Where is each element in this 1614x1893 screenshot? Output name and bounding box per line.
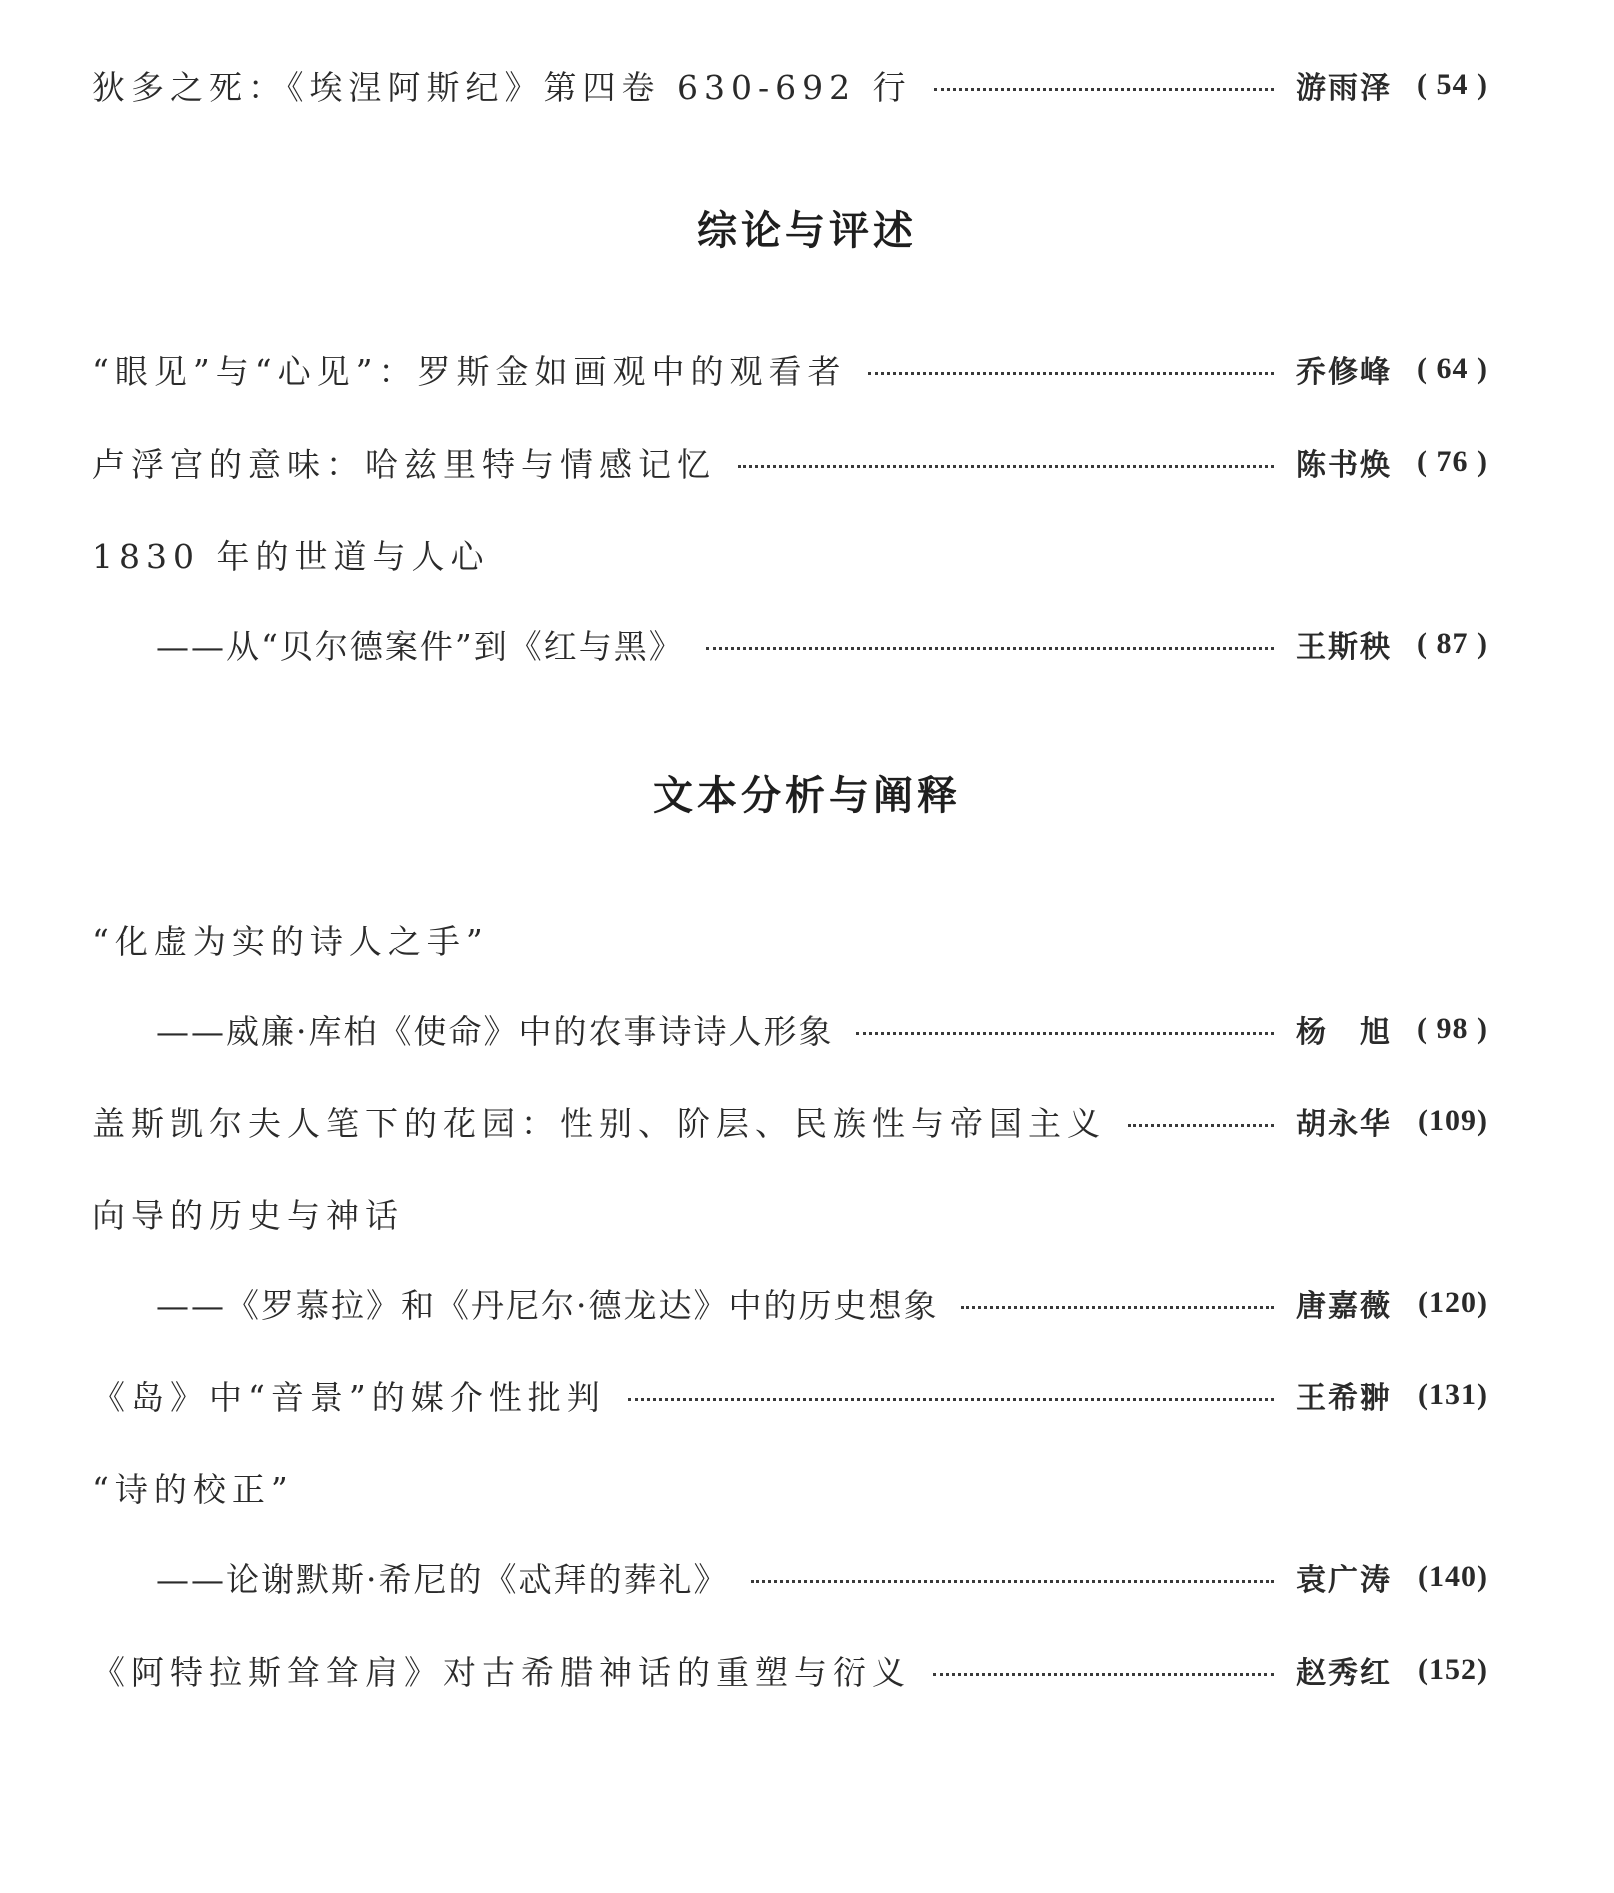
dot-leader — [738, 465, 1274, 468]
entry-author: 王斯秧 — [1296, 630, 1392, 665]
toc-entry[interactable] — [92, 55, 1488, 115]
entry-subtitle: ——论谢默斯·希尼的《忒拜的葬礼》 — [156, 1559, 729, 1599]
toc-entry-title-line[interactable] — [92, 1457, 1488, 1517]
entry-author: 杨 旭 — [1296, 1015, 1392, 1050]
toc-entry-title-line[interactable] — [92, 1183, 1488, 1243]
entry-title: 卢浮宫的意味：哈兹里特与情感记忆 — [92, 444, 716, 484]
toc-entry[interactable] — [92, 1640, 1488, 1700]
entry-author: 胡永华 — [1296, 1107, 1392, 1142]
entry-title: 1830 年的世道与人心 — [92, 536, 490, 576]
toc-entry[interactable] — [92, 339, 1488, 399]
toc-entry-subtitle-line[interactable] — [156, 1273, 1488, 1333]
dot-leader — [856, 1032, 1275, 1035]
toc-entry-title-line[interactable] — [92, 524, 1488, 584]
dot-leader — [934, 88, 1274, 91]
entry-page-number: (109) — [1418, 1104, 1488, 1137]
toc-entry-subtitle-line[interactable] — [156, 999, 1488, 1059]
toc-entry[interactable] — [92, 432, 1488, 492]
dot-leader — [628, 1398, 1274, 1401]
entry-author: 赵秀红 — [1296, 1656, 1392, 1691]
entry-author: 游雨泽 — [1296, 71, 1392, 106]
toc-entry-subtitle-line[interactable] — [156, 614, 1488, 674]
entry-title: 向导的历史与神话 — [92, 1195, 404, 1235]
entry-page-number: ( 54 ) — [1417, 68, 1488, 101]
entry-page-number: ( 87 ) — [1417, 627, 1488, 660]
entry-title: 《阿特拉斯耸耸肩》对古希腊神话的重塑与衍义 — [92, 1652, 911, 1692]
entry-subtitle: ——从“贝尔德案件”到《红与黑》 — [156, 626, 684, 666]
entry-title: 狄多之死：《埃涅阿斯纪》第四卷 630-692 行 — [92, 67, 912, 107]
entry-title: “化虚为实的诗人之手” — [92, 921, 489, 961]
dot-leader — [1128, 1124, 1274, 1127]
dot-leader — [751, 1580, 1275, 1583]
entry-author: 陈书焕 — [1296, 448, 1392, 483]
entry-title: “诗的校正” — [92, 1469, 294, 1509]
entry-subtitle: ——威廉·库柏《使命》中的农事诗诗人形象 — [156, 1011, 834, 1051]
section-heading: 文本分析与阐释 — [653, 773, 961, 819]
entry-author: 乔修峰 — [1296, 355, 1392, 390]
entry-page-number: (140) — [1418, 1560, 1488, 1593]
entry-page-number: (131) — [1418, 1378, 1488, 1411]
entry-author: 袁广涛 — [1296, 1563, 1392, 1598]
toc-entry[interactable] — [92, 1091, 1488, 1151]
section-heading: 综论与评述 — [697, 208, 917, 254]
entry-title: “眼见”与“心见”：罗斯金如画观中的观看者 — [92, 351, 847, 391]
toc-entry[interactable] — [92, 1365, 1488, 1425]
dot-leader — [706, 647, 1274, 650]
dot-leader — [933, 1673, 1274, 1676]
entry-page-number: (152) — [1418, 1653, 1488, 1686]
entry-subtitle: ——《罗慕拉》和《丹尼尔·德龙达》中的历史想象 — [156, 1285, 939, 1325]
entry-page-number: ( 98 ) — [1417, 1012, 1488, 1045]
entry-page-number: ( 64 ) — [1417, 352, 1488, 385]
entry-title: 《岛》中“音景”的媒介性批判 — [92, 1377, 606, 1417]
entry-author: 唐嘉薇 — [1296, 1289, 1392, 1324]
entry-page-number: (120) — [1418, 1286, 1488, 1319]
entry-title: 盖斯凯尔夫人笔下的花园：性别、阶层、民族性与帝国主义 — [92, 1103, 1106, 1143]
toc-entry-title-line[interactable] — [92, 909, 1488, 969]
entry-author: 王希翀 — [1296, 1381, 1392, 1416]
dot-leader — [868, 372, 1274, 375]
toc-entry-subtitle-line[interactable] — [156, 1547, 1488, 1607]
dot-leader — [961, 1306, 1275, 1309]
entry-page-number: ( 76 ) — [1417, 445, 1488, 478]
